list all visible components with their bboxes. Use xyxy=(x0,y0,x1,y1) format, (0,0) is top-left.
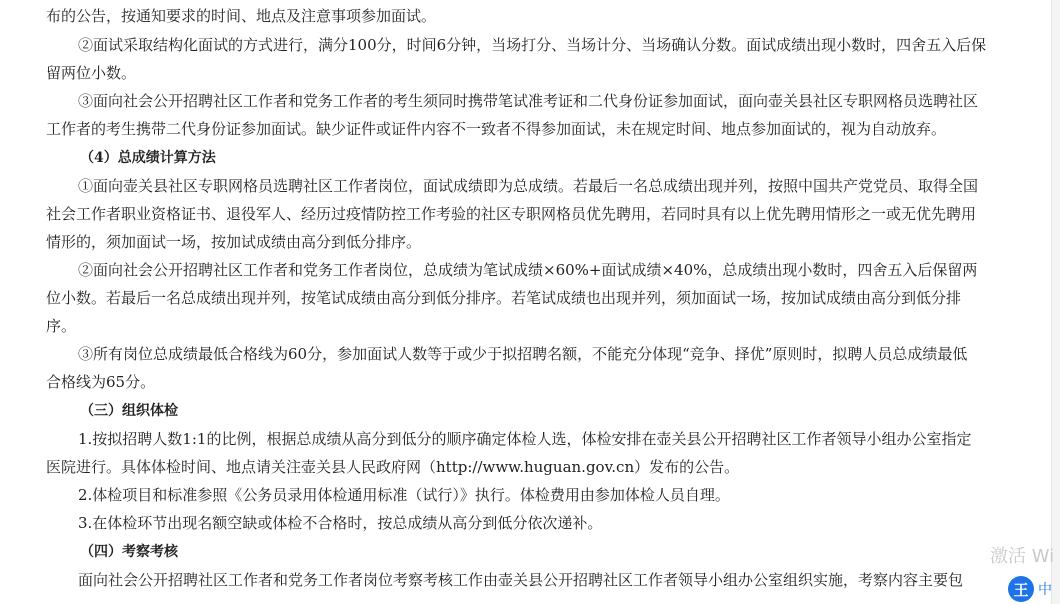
ime-mode-indicator[interactable]: 中 xyxy=(1038,582,1052,598)
vertical-scrollbar[interactable] xyxy=(1051,0,1060,604)
paragraph-line: 社会工作者职业资格证书、退役军人、经历过疫情防控工作考验的社区专职网格员优先聘用，若同时具有以上优先聘用情形之一或无优先聘用 xyxy=(46,205,977,223)
paragraph-line: 情形的，须加面试一场，按加试成绩由高分到低分排序。 xyxy=(46,233,422,251)
paragraph-line: ①面向壶关县社区专职网格员选聘社区工作者岗位，面试成绩即为总成绩。若最后一名总成绩出现并列，按照中国共产党党员、取得全国 xyxy=(78,177,979,195)
paragraph-line: 1.按拟招聘人数1:1的比例，根据总成绩从高分到低分的顺序确定体检人选，体检安排在壶关县公开招聘社区工作者领导小组办公室指定 xyxy=(78,430,972,448)
section-heading: （4）总成绩计算方法 xyxy=(80,150,216,166)
paragraph-line: 2.体检项目和标准参照《公务员录用体检通用标准（试行）》执行。体检费用由参加体检人员自理。 xyxy=(78,486,730,504)
activation-watermark: 激活 Wi xyxy=(990,546,1055,567)
section-heading: （三）组织体检 xyxy=(80,403,178,419)
paragraph-line: 合格线为65分。 xyxy=(46,373,156,391)
paragraph-line: ③所有岗位总成绩最低合格线为60分，参加面试人数等于或少于拟招聘名额，不能充分体现“竞争、择优”原则时，拟聘人员总成绩最低 xyxy=(78,345,968,363)
paragraph-line: 医院进行。具体体检时间、地点请关注壶关县人民政府网（http://www.huguan.gov.cn）发布的公告。 xyxy=(46,458,740,476)
paragraph-line: 3.在体检环节出现名额空缺或体检不合格时，按总成绩从高分到低分依次递补。 xyxy=(78,514,603,532)
paragraph-line: ②面试采取结构化面试的方式进行，满分100分，时间6分钟，当场打分、当场计分、当场确认分数。面试成绩出现小数时，四舍五入后保 xyxy=(78,36,987,54)
ime-logo-icon[interactable]: 王 xyxy=(1008,576,1034,602)
paragraph-line: 布的公告，按通知要求的时间、地点及注意事项参加面试。 xyxy=(46,7,437,25)
paragraph-line: 序。 xyxy=(46,317,77,335)
section-heading: （四）考察考核 xyxy=(80,544,178,560)
paragraph-line: ③面向社会公开招聘社区工作者和党务工作者的考生须同时携带笔试准考证和二代身份证参加面试，面向壶关县社区专职网格员选聘社区 xyxy=(78,92,979,110)
paragraph-line: 位小数。若最后一名总成绩出现并列，按笔试成绩由高分到低分排序。若笔试成绩也出现并列，须加面试一场，按加试成绩由高分到低分排 xyxy=(46,289,962,307)
paragraph-line: 面向社会公开招聘社区工作者和党务工作者岗位考察考核工作由壶关县公开招聘社区工作者领导小组办公室组织实施，考察内容主要包 xyxy=(78,571,964,589)
paragraph-line: 工作者的考生携带二代身份证参加面试。缺少证件或证件内容不一致者不得参加面试，未在规定时间、地点参加面试的，视为自动放弃。 xyxy=(46,120,947,138)
paragraph-line: 留两位小数。 xyxy=(46,64,137,82)
ime-toolbar[interactable] xyxy=(1008,574,1060,604)
paragraph-line: ②面向社会公开招聘社区工作者和党务工作者岗位，总成绩为笔试成绩×60%+面试成绩×40%，总成绩出现小数时，四舍五入后保留两 xyxy=(78,261,978,279)
